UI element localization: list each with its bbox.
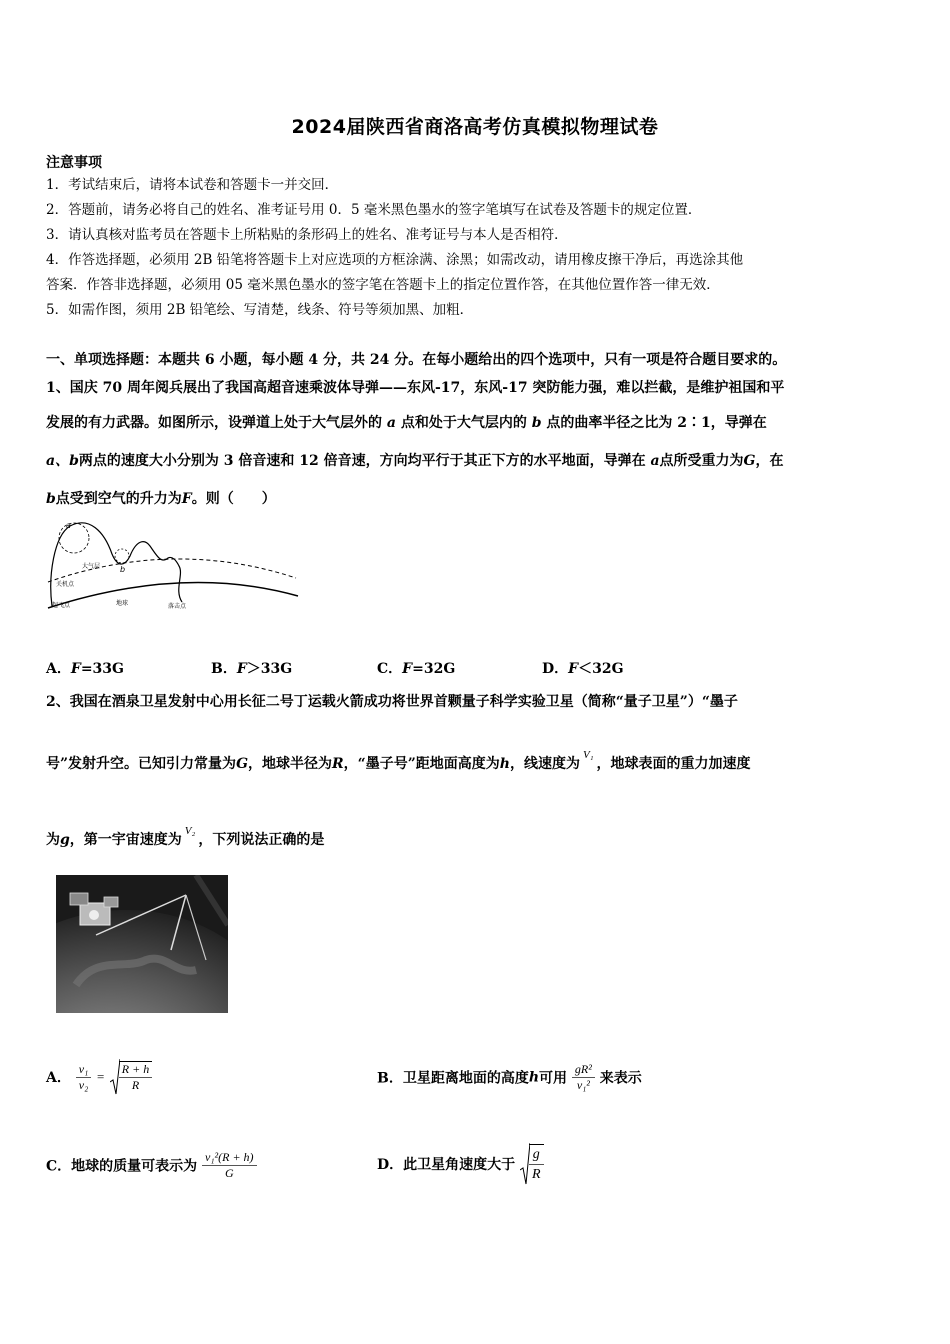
notice-item: 5．如需作图，须用 2B 铅笔绘、写清楚，线条、符号等须加黑、加粗． bbox=[46, 302, 474, 318]
notice-heading: 注意事项 bbox=[46, 155, 102, 171]
q1-line-1: 1、国庆 70 周年阅兵展出了我国高超音速乘波体导弹——东风-17，东风-17 突防能力强，难以拦截，是维护祖国和平 bbox=[46, 380, 785, 396]
satellite-photo bbox=[56, 875, 228, 1013]
fraction-gr2-v1sq: $\frac{\text{gR²}}{\text{v₁²}}$ bbox=[572, 1062, 595, 1093]
label-atmosphere: 大气层 bbox=[82, 563, 101, 570]
label-launch: 起飞点 bbox=[52, 602, 71, 609]
page-title: 2024届陕西省商洛高考仿真模拟物理试卷 bbox=[291, 116, 659, 138]
q1-line-4: b点受到空气的升力为F。则（ ） bbox=[46, 491, 276, 507]
q1-option-d[interactable]: D．F＜32G bbox=[542, 661, 624, 677]
q2-line-1: 2、我国在酒泉卫星发射中心用长征二号丁运载火箭成功将世界首颗量子科学实验卫星（简称“量子卫星”）“墨子 bbox=[46, 694, 738, 710]
notice-item: 2．答题前，请务必将自己的姓名、准考证号用 0．5 毫米黑色墨水的签字笔填写在试卷及答题卡的规定位置． bbox=[46, 202, 702, 218]
q2-option-b[interactable]: B．卫星距离地面的高度h可用 $\frac{\text{gR²}}{\text{v₁²}}$ 来表示 bbox=[377, 1062, 642, 1092]
v1-symbol: V₁ bbox=[582, 749, 594, 761]
q2-option-a[interactable]: A． $\frac{\text{v₁}}{\text{v₂}}$ = $\frac{R + h}{R}$ bbox=[46, 1058, 152, 1096]
label-shutdown: 关机点 bbox=[56, 581, 75, 588]
curvature-circle-a bbox=[59, 523, 89, 553]
notice-item: 1．考试结束后，请将本试卷和答题卡一并交回． bbox=[46, 177, 339, 193]
fraction-v1-v2: $\frac{\text{v₁}}{\text{v₂}}$ bbox=[76, 1062, 92, 1093]
fraction-g-over-r: $\frac{g}{R}$ bbox=[529, 1144, 544, 1184]
notice-item: 4．作答选择题，必须用 2B 铅笔将答题卡上对应选项的方框涂满、涂黑；如需改动，请用橡皮擦干净后，再选涂其他 bbox=[46, 252, 744, 268]
label-earth: 地球 bbox=[116, 600, 129, 607]
fraction-r-plus-h-over-r: $\frac{R + h}{R}$ bbox=[119, 1061, 152, 1093]
q2-option-c[interactable]: C．地球的质量可表示为 $\frac{\text{v₁²(R + h)}}{G}$ bbox=[46, 1150, 257, 1181]
fraction-earth-mass: $\frac{\text{v₁²(R + h)}}{G}$ bbox=[202, 1150, 257, 1181]
v2-symbol: V₂ bbox=[184, 825, 196, 837]
q1-line-2: 发展的有力武器。如图所示，设弹道上处于大气层外的 a 点和处于大气层内的 b 点的曲率半径之比为 2∶1，导弹在 bbox=[46, 415, 767, 431]
section-heading: 一、单项选择题：本题共 6 小题，每小题 4 分，共 24 分。在每小题给出的四个选项中，只有一项是符合题目要求的。 bbox=[46, 352, 787, 368]
label-b: b bbox=[120, 565, 126, 574]
q2-option-d[interactable]: D．此卫星角速度大于 $\frac{g}{R}$ bbox=[377, 1142, 544, 1186]
notice-item: 3．请认真核对监考员在答题卡上所粘贴的条形码上的姓名、准考证号与本人是否相符． bbox=[46, 227, 568, 243]
q1-option-c[interactable]: C．F=32G bbox=[377, 661, 456, 677]
label-a: a bbox=[66, 521, 71, 530]
q1-option-a[interactable]: A．F=33G bbox=[46, 661, 124, 677]
q2-line-2: 号”发射升空。已知引力常量为G，地球半径为R，“墨子号”距地面高度为h，线速度为$^{V_1}$，地球表面的重力加速度 bbox=[46, 749, 751, 772]
curvature-circle-b bbox=[115, 549, 129, 563]
q1-option-b[interactable]: B．F＞33G bbox=[211, 661, 293, 677]
missile-trajectory-figure bbox=[44, 516, 300, 620]
notice-item: 答案．作答非选择题，必须用 05 毫米黑色墨水的签字笔在答题卡上的指定位置作答，在其他位置作答一律无效． bbox=[46, 277, 720, 293]
label-target: 落击点 bbox=[168, 603, 187, 610]
q2-line-3: 为g，第一宇宙速度为$^{V_2}$，下列说法正确的是 bbox=[46, 825, 325, 848]
q1-line-3: a、b两点的速度大小分别为 3 倍音速和 12 倍音速，方向均平行于其正下方的水平地面，导弹在 a点所受重力为G，在 bbox=[46, 453, 784, 469]
